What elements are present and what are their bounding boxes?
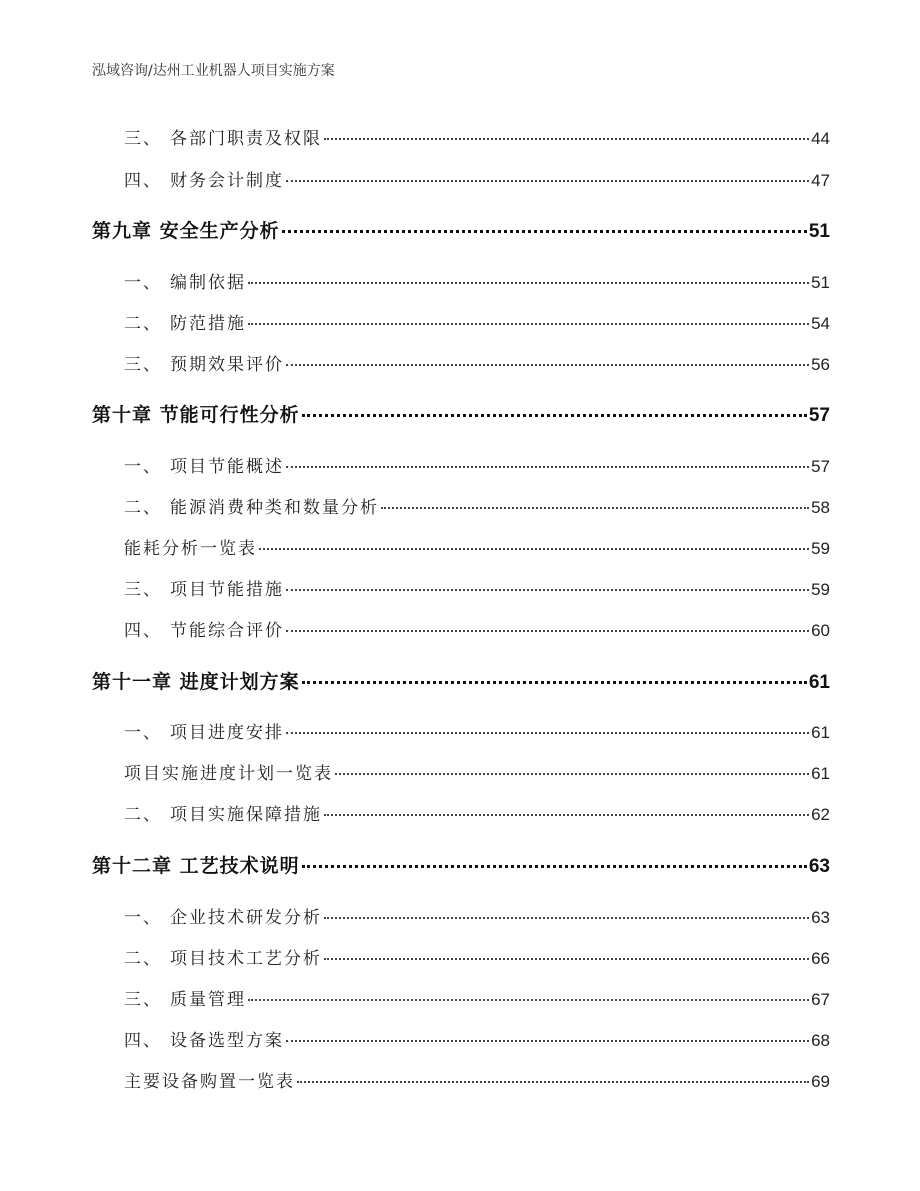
toc-entry-number: 四、 (124, 171, 162, 191)
toc-section-entry[interactable] (124, 309, 830, 334)
dot-leader (324, 814, 809, 816)
toc-entry-label (92, 667, 300, 694)
dot-leader (286, 180, 809, 182)
dot-leader (324, 917, 809, 919)
toc-page-number: 56 (811, 355, 830, 374)
toc-page-number: 58 (811, 498, 830, 517)
toc-entry-title: 项目进度安排 (170, 723, 284, 743)
toc-entry-label (92, 851, 300, 878)
toc-chapter-entry[interactable] (92, 400, 830, 427)
toc-entry-title: 财务会计制度 (170, 171, 284, 191)
toc-entry-number: 一、 (124, 723, 162, 743)
dot-leader (259, 548, 809, 550)
toc-entry-title: 防范措施 (170, 314, 246, 334)
toc-entry-title: 能源消费种类和数量分析 (170, 498, 379, 518)
dot-leader (286, 1040, 809, 1042)
toc-entry-number: 一、 (124, 457, 162, 477)
toc-entry-label (124, 1026, 284, 1051)
toc-entry-title: 项目技术工艺分析 (170, 949, 322, 969)
dot-leader (248, 323, 809, 325)
toc-entry-label (124, 309, 246, 334)
toc-entry-label (92, 400, 300, 427)
toc-entry-label (124, 350, 284, 375)
dot-leader (302, 414, 807, 417)
toc-entry-title: 能耗分析一览表 (124, 539, 257, 559)
toc-entry-number: 二、 (124, 805, 162, 825)
toc-entry-title: 第十二章 工艺技术说明 (92, 855, 300, 877)
toc-page-number: 59 (811, 539, 830, 558)
toc-entry-title: 项目节能措施 (170, 580, 284, 600)
toc-entry-label (124, 800, 322, 825)
toc-entry-title: 第九章 安全生产分析 (92, 220, 280, 242)
dot-leader (324, 958, 809, 960)
toc-page-number: 59 (811, 580, 830, 599)
toc-section-entry[interactable] (124, 800, 830, 825)
toc-chapter-entry[interactable] (92, 667, 830, 694)
toc-page-number: 67 (811, 990, 830, 1009)
dot-leader (381, 507, 809, 509)
toc-section-entry[interactable] (124, 166, 830, 191)
dot-leader (324, 138, 809, 140)
toc-entry-label (124, 166, 284, 191)
toc-section-entry[interactable] (124, 124, 830, 149)
toc-entry-label (124, 493, 379, 518)
dot-leader (297, 1081, 809, 1083)
toc-entry-label (124, 718, 284, 743)
toc-entry-title: 质量管理 (170, 990, 246, 1010)
toc-page-number: 57 (808, 405, 830, 426)
toc-page-number: 63 (811, 908, 830, 927)
toc-entry-title: 设备选型方案 (170, 1031, 284, 1051)
toc-page-number: 66 (811, 949, 830, 968)
toc-section-entry[interactable] (124, 1026, 830, 1051)
toc-page-number: 47 (811, 171, 830, 190)
toc-entry-number: 二、 (124, 314, 162, 334)
toc-entry-number: 一、 (124, 273, 162, 293)
toc-entry-title: 项目实施进度计划一览表 (124, 764, 333, 784)
dot-leader (302, 865, 807, 868)
toc-page-number: 61 (811, 723, 830, 742)
toc-section-entry[interactable] (124, 575, 830, 600)
toc-entry-title: 节能综合评价 (170, 621, 284, 641)
toc-entry-label (124, 903, 322, 928)
toc-entry-title: 编制依据 (170, 273, 246, 293)
toc-entry-number: 三、 (124, 990, 162, 1010)
toc-entry-number: 二、 (124, 498, 162, 518)
dot-leader (286, 589, 809, 591)
toc-page-number: 60 (811, 621, 830, 640)
toc-entry-label (124, 268, 246, 293)
toc-entry-label (92, 216, 280, 243)
toc-entry-label (124, 1067, 295, 1092)
toc-section-entry[interactable] (124, 350, 830, 375)
dot-leader (282, 230, 807, 233)
toc-section-entry[interactable] (124, 944, 830, 969)
toc-entry-number: 三、 (124, 355, 162, 375)
toc-chapter-entry[interactable] (92, 851, 830, 878)
toc-entry-number: 四、 (124, 621, 162, 641)
toc-page-number: 57 (811, 457, 830, 476)
dot-leader (286, 732, 809, 734)
toc-entry-title: 主要设备购置一览表 (124, 1072, 295, 1092)
toc-page-number: 44 (811, 129, 830, 148)
toc-entry-label (124, 759, 333, 784)
dot-leader (286, 364, 809, 366)
toc-section-entry[interactable] (124, 268, 830, 293)
toc-section-entry[interactable] (124, 452, 830, 477)
toc-entry-label (124, 575, 284, 600)
toc-entry-label (124, 985, 246, 1010)
running-header: 泓域咨询/达州工业机器人项目实施方案 (92, 63, 335, 79)
dot-leader (335, 773, 809, 775)
dot-leader (248, 282, 809, 284)
toc-entry-title: 第十章 节能可行性分析 (92, 404, 300, 426)
toc-page-number: 69 (811, 1072, 830, 1091)
toc-page-number: 61 (808, 672, 830, 693)
toc-chapter-entry[interactable] (92, 216, 830, 243)
toc-entry-label (124, 616, 284, 641)
toc-entry-number: 三、 (124, 580, 162, 600)
toc-page-number: 61 (811, 764, 830, 783)
dot-leader (286, 466, 809, 468)
toc-section-entry[interactable] (124, 493, 830, 518)
dot-leader (286, 630, 809, 632)
toc-page-number: 63 (808, 856, 830, 877)
toc-page-number: 62 (811, 805, 830, 824)
toc-entry-title: 第十一章 进度计划方案 (92, 671, 300, 693)
toc-section-entry[interactable] (124, 985, 830, 1010)
toc-entry-title: 预期效果评价 (170, 355, 284, 375)
toc-section-entry[interactable] (124, 616, 830, 641)
toc-entry-number: 三、 (124, 129, 162, 149)
dot-leader (248, 999, 809, 1001)
toc-entry-title: 项目节能概述 (170, 457, 284, 477)
dot-leader (302, 681, 807, 684)
toc-page-number: 54 (811, 314, 830, 333)
toc-entry-title: 各部门职责及权限 (170, 129, 322, 149)
toc-section-entry[interactable] (124, 759, 830, 784)
toc-entry-label (124, 534, 257, 559)
toc-page-number: 51 (811, 273, 830, 292)
toc-entry-title: 企业技术研发分析 (170, 908, 322, 928)
toc-section-entry[interactable] (124, 903, 830, 928)
toc-section-entry[interactable] (124, 534, 830, 559)
toc-page-number: 68 (811, 1031, 830, 1050)
toc-page-number: 51 (808, 221, 830, 242)
toc-section-entry[interactable] (124, 718, 830, 743)
toc-entry-number: 二、 (124, 949, 162, 969)
toc-entry-number: 四、 (124, 1031, 162, 1051)
toc-entry-label (124, 452, 284, 477)
toc-entry-label (124, 944, 322, 969)
toc-entry-number: 一、 (124, 908, 162, 928)
toc-entry-title: 项目实施保障措施 (170, 805, 322, 825)
toc-section-entry[interactable] (124, 1067, 830, 1092)
toc-entry-label (124, 124, 322, 149)
